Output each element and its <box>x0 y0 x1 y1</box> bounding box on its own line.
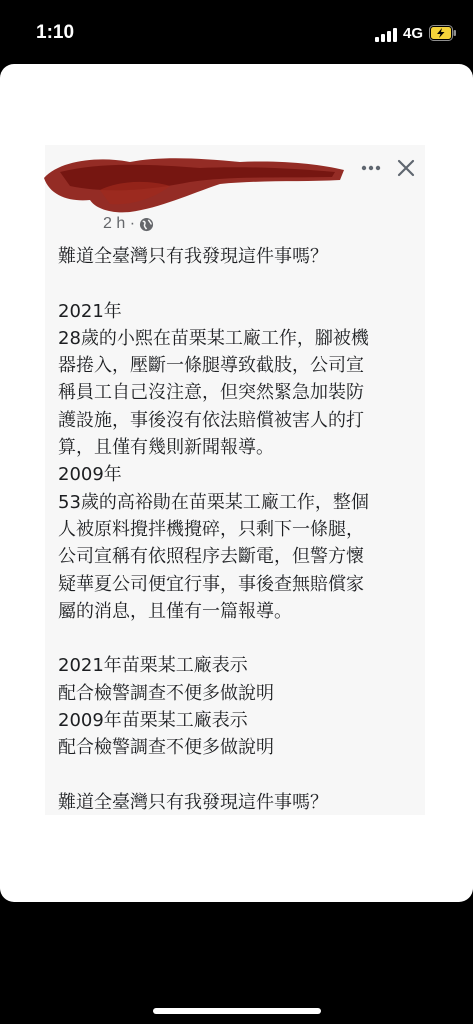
post-line: 公司宣稱有依照程序去斷電，但警方懷 <box>58 546 364 568</box>
close-icon[interactable] <box>395 157 417 179</box>
status-bar <box>0 0 473 64</box>
post-meta <box>103 215 154 233</box>
battery-charging-icon <box>429 25 457 41</box>
post-line: 53歲的高裕勛在苗栗某工廠工作，整個 <box>58 491 369 513</box>
blank-line <box>58 762 420 789</box>
post-line: 2009年苗栗某工廠表示 <box>58 710 248 732</box>
post-line: 配合檢警調查不便多做說明 <box>58 682 274 704</box>
post-line: 配合檢警調查不便多做說明 <box>58 737 274 759</box>
signal-icon <box>375 28 397 42</box>
globe-icon <box>139 217 154 232</box>
post-line: 難道全臺灣只有我發現這件事嗎？ <box>58 246 328 267</box>
network-type: 4G <box>403 25 424 42</box>
post-line: 護設施，事後沒有依法賠償被害人的打 <box>58 409 364 431</box>
post-body <box>58 243 420 816</box>
post-line: 2021年苗栗某工廠表示 <box>58 655 248 677</box>
redacted-author-name <box>40 150 350 216</box>
post-line: 器捲入，壓斷一條腿導致截肢，公司宣 <box>58 355 364 377</box>
post-line: 人被原料攪拌機攪碎，只剩下一條腿， <box>58 518 364 540</box>
post-line: 2009年 <box>58 464 122 486</box>
post-line: 稱員工自己沒注意，但突然緊急加裝防 <box>58 382 364 404</box>
post-line: 屬的消息，且僅有一篇報導。 <box>58 600 292 622</box>
post-line: 算，且僅有幾則新聞報導。 <box>58 437 274 459</box>
post-line: 難道全臺灣只有我發現這件事嗎？ <box>58 791 328 813</box>
blank-line <box>58 270 420 297</box>
blank-line <box>58 625 420 652</box>
more-icon[interactable] <box>360 158 382 178</box>
post-line: 疑華夏公司便宜行事，事後查無賠償家 <box>58 573 364 595</box>
post-line: 2021年 <box>58 300 122 322</box>
post-timestamp: 2 h · <box>103 215 136 232</box>
post-line: 28歲的小熙在苗栗某工廠工作，腳被機 <box>58 327 369 349</box>
home-indicator[interactable] <box>153 1008 321 1014</box>
status-time: 1:10 <box>36 22 75 43</box>
